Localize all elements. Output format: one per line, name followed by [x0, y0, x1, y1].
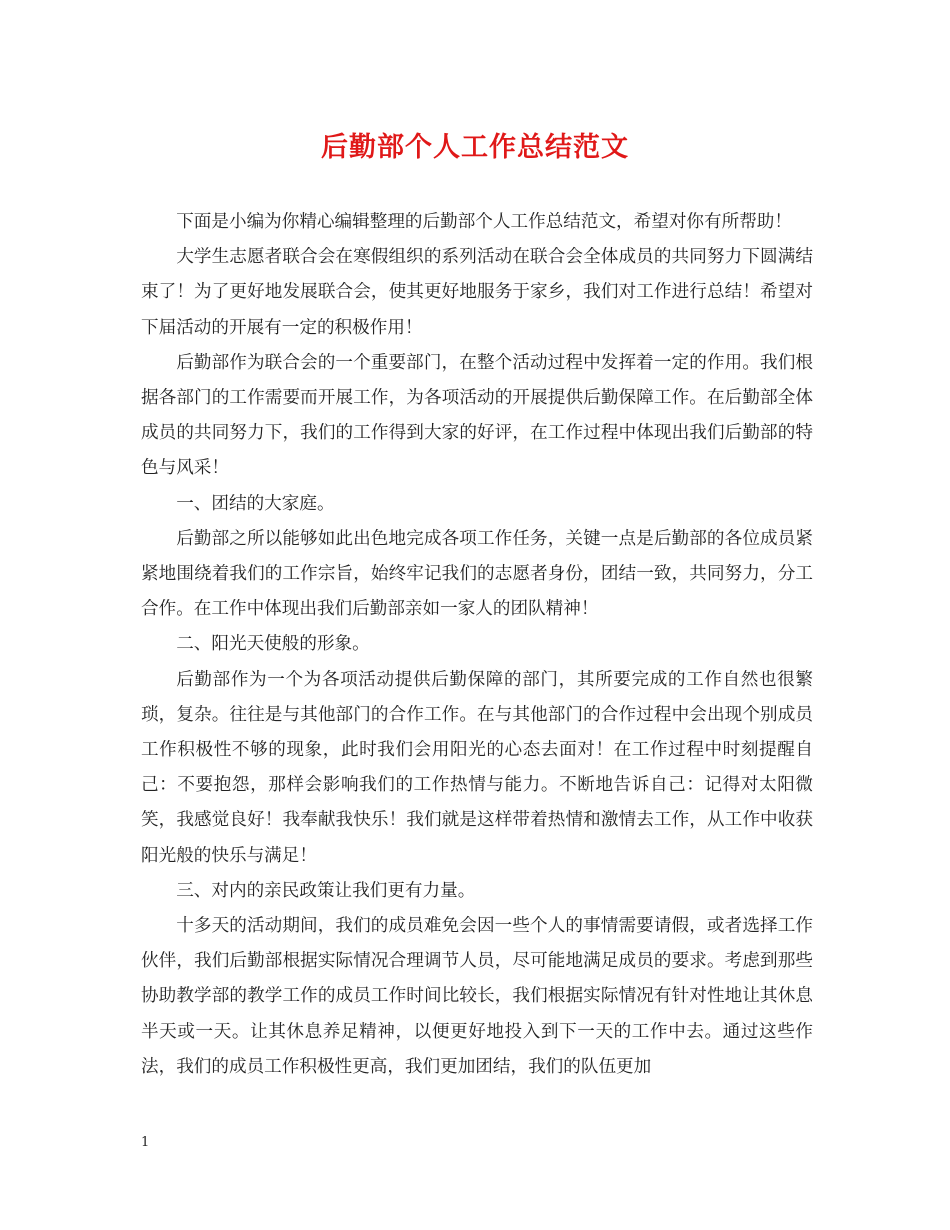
document-title: 后勤部个人工作总结范文 — [321, 132, 629, 163]
paragraph-intro: 下面是小编为你精心编辑整理的后勤部个人工作总结范文，希望对你有所帮助！ — [176, 212, 792, 232]
document-body — [141, 205, 813, 1085]
section-heading-1: 一、团结的大家庭。 — [176, 493, 335, 514]
paragraph-role: 后勤部作为联合会的一个重要部门，在整个活动过程中发挥着一定的作用。我们根据各部门的工作需要而开展工作，为各项活动的开展提供后勤保障工作。在后勤部全体成员的共同努力下，我们的工作得到大家的好评，在工作过程中体现出我们后勤部的特色与风采！ — [141, 352, 813, 479]
section-heading-2: 二、阳光天使般的形象。 — [176, 634, 370, 655]
paragraph-summary: 大学生志愿者联合会在寒假组织的系列活动在联合会全体成员的共同努力下圆满结束了！为了更好地发展联合会，使其更好地服务于家乡，我们对工作进行总结！希望对下届活动的开展有一定的积极作用！ — [141, 247, 813, 338]
page-number: 1 — [141, 1135, 150, 1150]
paragraph-section-1: 后勤部之所以能够如此出色地完成各项工作任务，关键一点是后勤部的各位成员紧紧地围绕着我们的工作宗旨，始终牢记我们的志愿者身份，团结一致，共同努力，分工合作。在工作中体现出我们后勤部亲如一家人的团队精神！ — [141, 528, 813, 620]
paragraph-section-2: 后勤部作为一个为各项活动提供后勤保障的部门，其所要完成的工作自然也很繁琐，复杂。往往是与其他部门的合作工作。在与其他部门的合作过程中会出现个别成员工作积极性不够的现象，此时我们会用阳光的心态去面对！在工作过程中时刻提醒自己：不要抱怨，那样会影响我们的工作热情与能力。不断地告诉自己：记得对太阳微笑，我感觉良好！我奉献我快乐！我们就是这样带着热情和激情去工作，从工作中收获阳光般的快乐与满足！ — [141, 669, 813, 866]
paragraph-section-3: 十多天的活动期间，我们的成员难免会因一些个人的事情需要请假，或者选择工作伙伴，我们后勤部根据实际情况合理调节人员，尽可能地满足成员的要求。考虑到那些协助教学部的教学工作的成员工作时间比较长，我们根据实际情况有针对性地让其休息半天或一天。让其休息养足精神，以便更好地投入到下一天的工作中去。通过这些作法，我们的成员工作积极性更高，我们更加团结，我们的队伍更加 — [141, 916, 813, 1077]
section-heading-3: 三、对内的亲民政策让我们更有力量。 — [176, 880, 476, 901]
